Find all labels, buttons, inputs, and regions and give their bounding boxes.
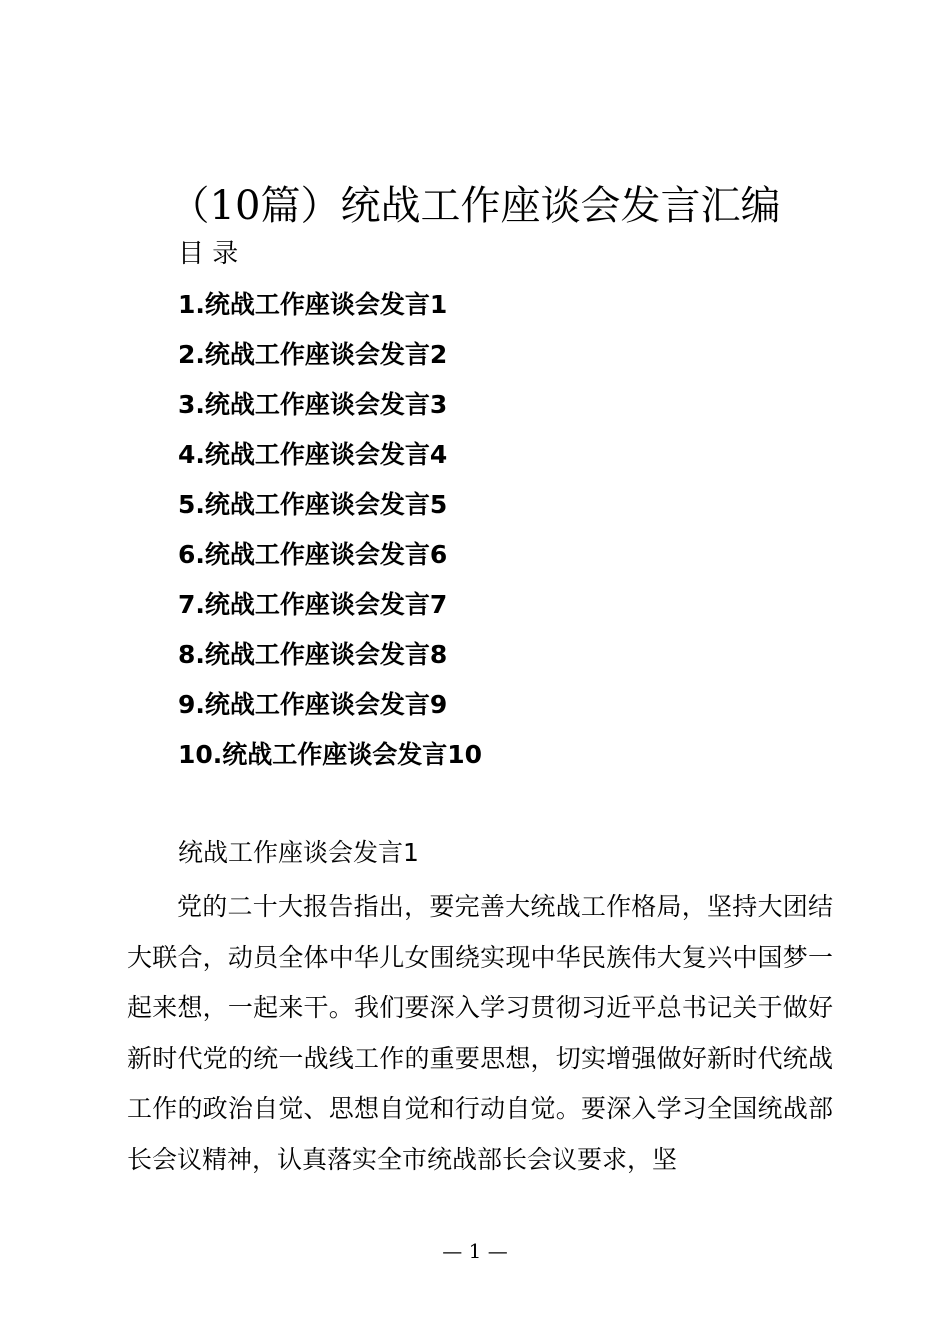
toc-item[interactable]: 3.统战工作座谈会发言3 <box>178 390 448 419</box>
toc-item[interactable]: 9.统战工作座谈会发言9 <box>178 690 448 719</box>
toc-heading: 目 录 <box>178 239 239 269</box>
toc-item[interactable]: 5.统战工作座谈会发言5 <box>178 490 448 519</box>
toc-item[interactable]: 10.统战工作座谈会发言10 <box>178 740 483 769</box>
toc-item[interactable]: 8.统战工作座谈会发言8 <box>178 640 448 669</box>
section-heading: 统战工作座谈会发言1 <box>178 838 419 867</box>
toc-item[interactable]: 2.统战工作座谈会发言2 <box>178 340 448 369</box>
body-paragraph: 党的二十大报告指出，要完善大统战工作格局，坚持大团结大联合，动员全体中华儿女围绕实现中华民族伟大复兴中国梦一起来想，一起来干。我们要深入学习贯彻习近平总书记关于做好新时代党的统一战线工作的重要思想，切实增强做好新时代统战工作的政治自觉、思想自觉和行动自觉。要深入学习全国统战部长会议精神，认真落实全市统战部长会议要求，坚 <box>127 892 833 1174</box>
page-number-footer: — 1 — <box>442 1239 508 1263</box>
toc-item[interactable]: 7.统战工作座谈会发言7 <box>178 590 448 619</box>
table-of-contents <box>178 286 482 786</box>
toc-item[interactable]: 6.统战工作座谈会发言6 <box>178 540 448 569</box>
document-title: （10篇）统战工作座谈会发言汇编 <box>169 183 781 229</box>
toc-item[interactable]: 1.统战工作座谈会发言1 <box>178 290 448 319</box>
toc-item[interactable]: 4.统战工作座谈会发言4 <box>178 440 448 469</box>
